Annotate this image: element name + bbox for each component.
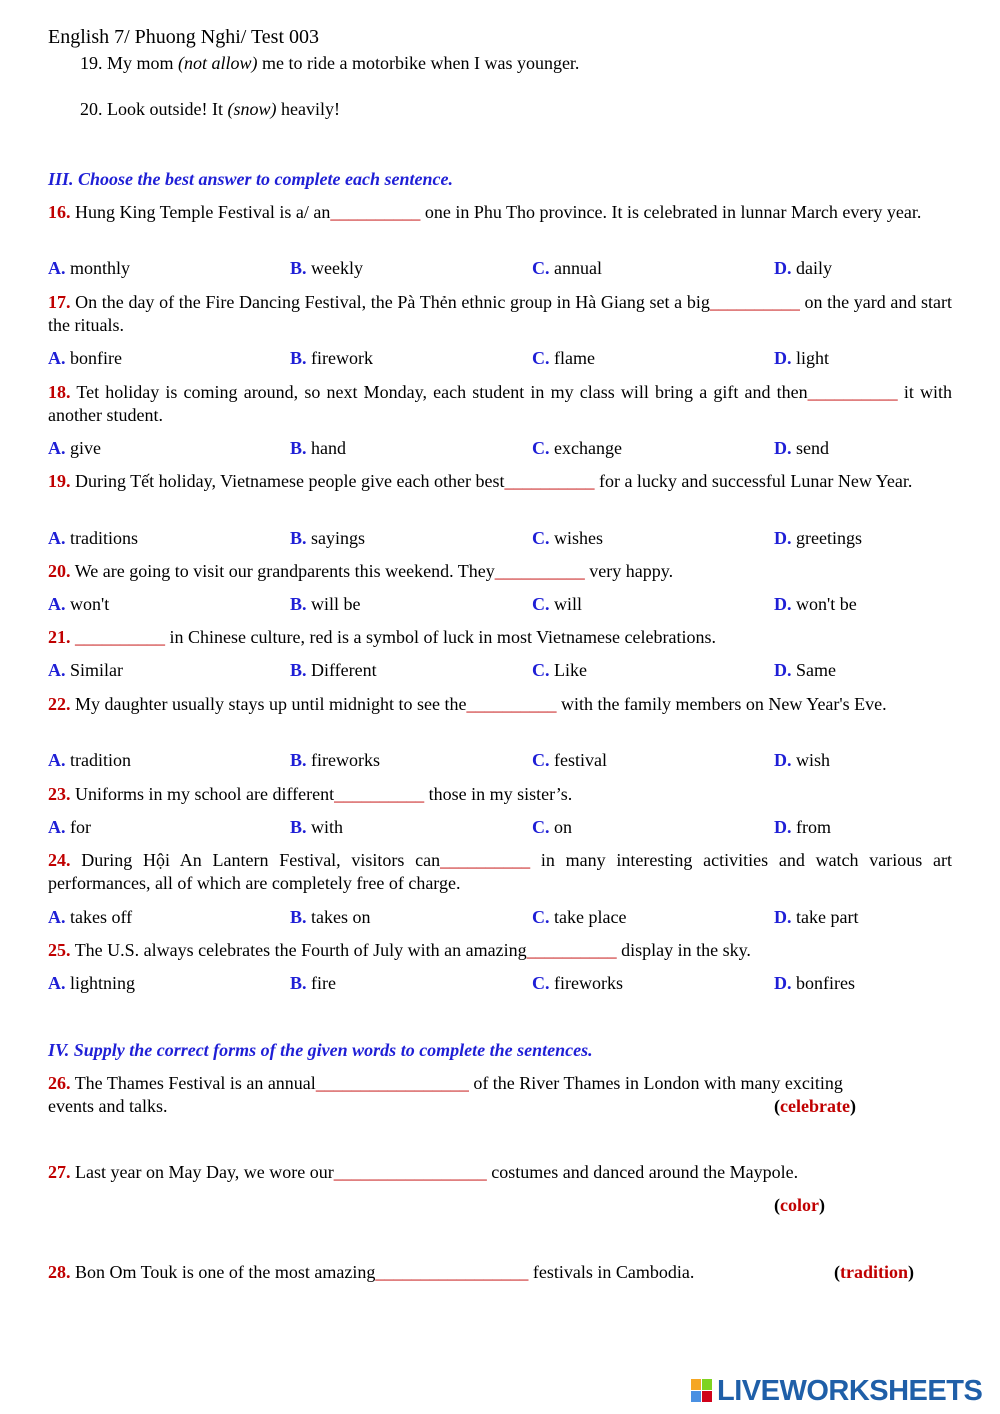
option-a[interactable]: A. traditions (48, 528, 138, 548)
question-number: 26. (48, 1073, 71, 1093)
question-number: 28. (48, 1262, 71, 1282)
prev-hint: (not allow) (178, 53, 258, 73)
options-18 (48, 437, 1000, 460)
option-d[interactable]: D. send (774, 438, 829, 458)
option-d[interactable]: D. from (774, 817, 831, 837)
answer-blank[interactable]: _________________ (333, 1162, 487, 1182)
question-number: 25. (48, 940, 71, 960)
question-27 (48, 1161, 798, 1184)
option-b[interactable]: B. weekly (290, 258, 363, 278)
question-25 (48, 939, 952, 962)
option-c[interactable]: C. take place (532, 907, 627, 927)
question-21 (48, 626, 952, 649)
question-26-cont: events and talks. (48, 1096, 168, 1116)
option-c[interactable]: C. Like (532, 660, 587, 680)
question-20 (48, 560, 952, 583)
option-a[interactable]: A. give (48, 438, 101, 458)
question-text: Tet holiday is coming around, so next Monday, each student in my class will bring a gift and then (76, 382, 808, 402)
question-text: on the yard and start the rituals. (48, 292, 953, 335)
question-text: During Tết holiday, Vietnamese people give each other best (75, 471, 505, 491)
options-19 (48, 527, 1000, 550)
option-b[interactable]: B. with (290, 817, 344, 837)
option-d[interactable]: D. wish (774, 750, 831, 770)
option-b[interactable]: B. Different (290, 660, 377, 680)
option-b[interactable]: B. takes on (290, 907, 371, 927)
question-text: very happy. (584, 561, 674, 581)
option-c[interactable]: C. flame (532, 348, 595, 368)
options-17 (48, 347, 1000, 370)
question-19 (48, 470, 952, 493)
options-22 (48, 749, 1000, 772)
question-text: During Hội An Lantern Festival, visitors can (81, 850, 441, 870)
question-text: one in Phu Tho province. It is celebrated in lunnar March every year. (420, 202, 922, 222)
question-text: those in my sister’s. (424, 784, 573, 804)
answer-blank[interactable]: __________ (334, 784, 425, 804)
question-text: in many interesting activities and watch various art performances, all of which are completely free of charge. (48, 850, 953, 893)
question-text: display in the sky. (616, 940, 751, 960)
word-hint-26: (celebrate) (774, 1096, 856, 1116)
options-25 (48, 972, 1000, 995)
question-text: costumes and danced around the Maypole. (486, 1162, 799, 1182)
option-d[interactable]: D. greetings (774, 528, 862, 548)
question-text: On the day of the Fire Dancing Festival, the Pà Thẻn ethnic group in Hà Giang set a big (75, 292, 710, 312)
prev-text: 20. Look outside! It (80, 99, 228, 119)
question-28 (48, 1261, 694, 1284)
option-c[interactable]: C. will (532, 594, 583, 614)
option-a[interactable]: A. won't (48, 594, 110, 614)
question-text: festivals in Cambodia. (528, 1262, 695, 1282)
question-number: 22. (48, 694, 71, 714)
answer-blank[interactable]: __________ (807, 382, 898, 402)
question-text: Uniforms in my school are different (75, 784, 335, 804)
answer-blank[interactable]: __________ (504, 471, 595, 491)
section-4-title: IV. Supply the correct forms of the given words to complete the sentences. (48, 1040, 593, 1060)
option-d[interactable]: D. Same (774, 660, 836, 680)
question-text: Bon Om Touk is one of the most amazing (75, 1262, 376, 1282)
question-text: Last year on May Day, we wore our (75, 1162, 334, 1182)
option-c[interactable]: C. on (532, 817, 572, 837)
option-b[interactable]: B. firework (290, 348, 373, 368)
question-16 (48, 201, 952, 224)
option-a[interactable]: A. takes off (48, 907, 133, 927)
option-b[interactable]: B. fire (290, 973, 336, 993)
option-c[interactable]: C. annual (532, 258, 602, 278)
question-number: 19. (48, 471, 71, 491)
question-number: 20. (48, 561, 71, 581)
question-number: 16. (48, 202, 71, 222)
word-hint-27: (color) (774, 1195, 825, 1215)
option-d[interactable]: D. light (774, 348, 830, 368)
option-a[interactable]: A. monthly (48, 258, 131, 278)
question-number: 21. (48, 627, 71, 647)
question-number: 24. (48, 850, 71, 870)
options-23 (48, 816, 1000, 839)
option-a[interactable]: A. Similar (48, 660, 123, 680)
question-22 (48, 693, 952, 716)
question-text: My daughter usually stays up until midnight to see the (75, 694, 467, 714)
option-a[interactable]: A. bonfire (48, 348, 122, 368)
prev-question-19 (80, 52, 579, 75)
answer-blank[interactable]: __________ (709, 292, 800, 312)
liveworksheets-logo[interactable] (691, 1376, 991, 1406)
question-number: 17. (48, 292, 71, 312)
answer-blank[interactable]: __________ (440, 850, 531, 870)
option-d[interactable]: D. take part (774, 907, 859, 927)
question-text: in Chinese culture, red is a symbol of luck in most Vietnamese celebrations. (165, 627, 716, 647)
option-b[interactable]: B. fireworks (290, 750, 380, 770)
option-a[interactable]: A. lightning (48, 973, 136, 993)
question-text: of the River Thames in London with many exciting (468, 1073, 843, 1093)
question-text: for a lucky and successful Lunar New Year. (594, 471, 913, 491)
option-c[interactable]: C. exchange (532, 438, 622, 458)
question-text: it with another student. (48, 382, 952, 425)
answer-blank[interactable]: __________ (330, 202, 421, 222)
page-header: English 7/ Phuong Nghi/ Test 003 (48, 26, 320, 48)
option-d[interactable]: D. won't be (774, 594, 857, 614)
options-24 (48, 906, 1000, 929)
question-text: Hung King Temple Festival is a/ an (75, 202, 331, 222)
option-c[interactable]: C. festival (532, 750, 607, 770)
prev-text: heavily! (276, 99, 340, 119)
option-a[interactable]: A. tradition (48, 750, 131, 770)
question-text: The U.S. always celebrates the Fourth of July with an amazing (74, 940, 527, 960)
section-3-title: III. Choose the best answer to complete each sentence. (48, 169, 453, 189)
word-hint-28: (tradition) (834, 1262, 915, 1282)
answer-blank[interactable]: __________ (75, 627, 165, 647)
answer-blank[interactable]: _________________ (315, 1073, 469, 1093)
question-24 (48, 849, 952, 895)
answer-blank[interactable]: __________ (526, 940, 617, 960)
question-17 (48, 291, 952, 337)
options-16 (48, 257, 1000, 280)
options-20 (48, 593, 1000, 616)
answer-blank[interactable]: __________ (466, 694, 557, 714)
question-18 (48, 381, 952, 427)
question-number: 18. (48, 382, 71, 402)
prev-question-20 (80, 98, 340, 121)
question-26 (48, 1072, 843, 1095)
prev-text: 19. My mom (80, 53, 179, 73)
liveworksheets-icon (691, 1379, 713, 1403)
prev-hint: (snow) (227, 99, 277, 119)
logo-text: LIVEWORKSHEETS (717, 1375, 983, 1407)
answer-blank[interactable]: _________________ (375, 1262, 529, 1282)
option-a[interactable]: A. for (48, 817, 91, 837)
question-number: 27. (48, 1162, 71, 1182)
option-b[interactable]: B. will be (290, 594, 361, 614)
answer-blank[interactable]: __________ (494, 561, 585, 581)
question-number: 23. (48, 784, 71, 804)
options-21 (48, 659, 1000, 682)
question-23 (48, 783, 952, 806)
question-text: The Thames Festival is an annual (74, 1073, 316, 1093)
option-b[interactable]: B. hand (290, 438, 347, 458)
question-text: with the family members on New Year's Eve. (556, 694, 887, 714)
option-c[interactable]: C. wishes (532, 528, 603, 548)
question-text: We are going to visit our grandparents this weekend. They (74, 561, 495, 581)
option-b[interactable]: B. sayings (290, 528, 366, 548)
prev-text: me to ride a motorbike when I was younger. (257, 53, 580, 73)
option-d[interactable]: D. bonfires (774, 973, 855, 993)
option-d[interactable]: D. daily (774, 258, 832, 278)
option-c[interactable]: C. fireworks (532, 973, 623, 993)
